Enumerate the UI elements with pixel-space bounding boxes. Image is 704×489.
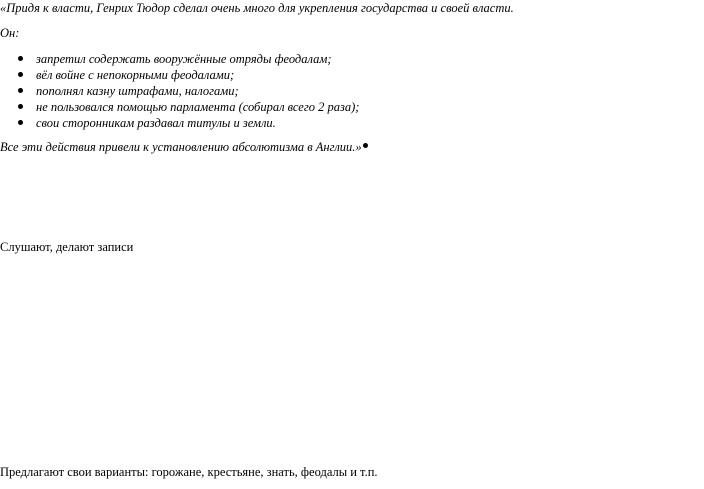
offer-note: Предлагают свои варианты: горожане, крестьяне, знать, феодалы и т.п. (0, 465, 378, 479)
bullet-icon (18, 88, 23, 93)
listen-note: Слушают, делают записи (0, 240, 134, 254)
bullet-icon (18, 56, 23, 61)
intro-paragraph: «Придя к власти, Генрих Тюдор сделал очень много для укрепления государства и своей власти. (0, 1, 514, 15)
he-label: Он: (0, 26, 20, 40)
bullet-icon (363, 143, 368, 148)
conclusion-paragraph: Все эти действия привели к установлению абсолютизма в Англии.» (0, 140, 368, 155)
bullet-icon (18, 104, 23, 109)
bullet-icon (18, 120, 23, 125)
bullet-icon (18, 72, 23, 77)
